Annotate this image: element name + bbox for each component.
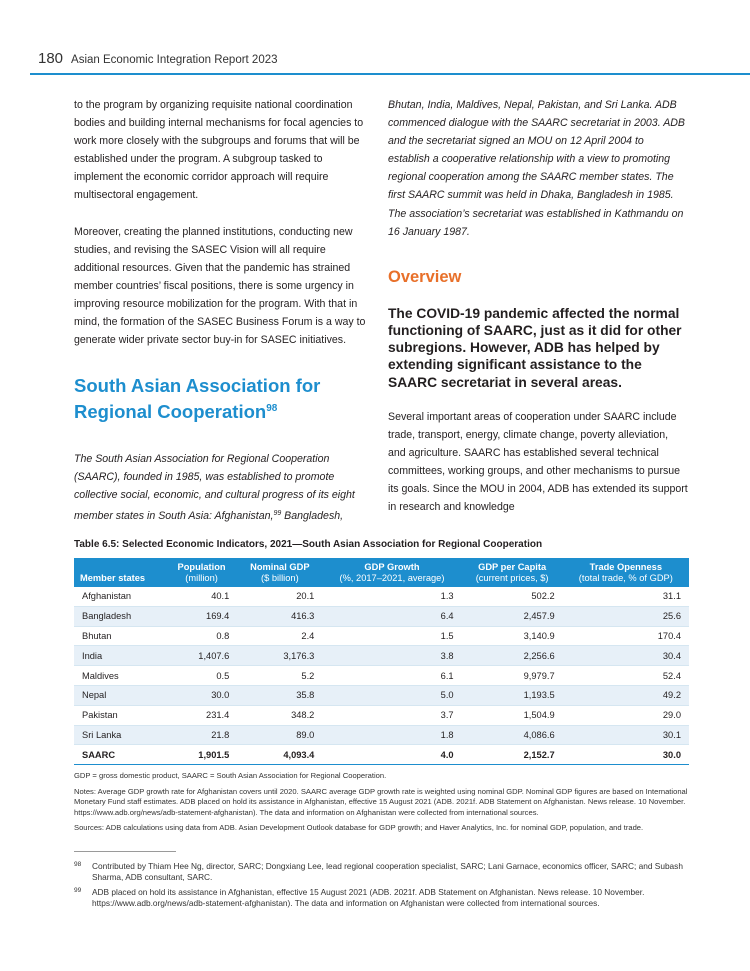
table-row: Nepal 30.0 35.8 5.0 1,193.5 49.2: [74, 685, 689, 705]
table-row: Bangladesh 169.4 416.3 6.4 2,457.9 25.6: [74, 606, 689, 626]
left-column: [74, 96, 372, 525]
table-header-row: [74, 558, 689, 587]
footnote-ref[interactable]: 98: [266, 402, 278, 414]
col-header-trade-openness: Trade Openness (total trade, % of GDP): [563, 558, 689, 587]
footnote-text: Contributed by Thiam Hee Ng, director, SARC; Dongxiang Lee, lead regional cooperation specialist, SARC; Lani Garnace, economics officer, SARC; and Subash Sharma, ADB consultant, SARC.: [92, 861, 683, 882]
table-row: India 1,407.6 3,176.3 3.8 2,256.6 30.4: [74, 646, 689, 666]
right-column: [388, 96, 688, 516]
section-heading: South Asian Association for Regional Cooperation$^{98}$: [74, 375, 321, 422]
table-row: Sri Lanka 21.8 89.0 1.8 4,086.6 30.1: [74, 725, 689, 745]
running-header: [38, 50, 278, 67]
indicators-table: [74, 558, 689, 765]
overview-heading: Overview: [388, 267, 462, 286]
col-header-gdp-per-capita: GDP per Capita (current prices, $): [462, 558, 563, 587]
footnote-number: 98: [74, 861, 82, 868]
table-row: Maldives 0.5 5.2 6.1 9,979.7 52.4: [74, 666, 689, 686]
col-header-gdp-growth: GDP Growth (%, 2017–2021, average): [322, 558, 461, 587]
body-paragraph: Moreover, creating the planned institutions, conducting new studies, and revising the SASEC Vision will all require additional resources. Given that the pandemic has strained member countries’ fiscal positions, there is some urgency in improving resource mobilization for the program. With that in mind, the formation of the SASEC Business Forum is a way to generate wider private sector buy-in for SASEC initiatives.: [74, 225, 366, 347]
footnote-text: ADB placed on hold its assistance in Afghanistan, effective 15 August 2021 (ADB. 2021f. ADB Statement on Afghanistan. News release. 10 November. https://www.adb.org/news/adb-statement-afghanistan). The data and information on Afghanistan were collected from international sources.: [92, 887, 645, 908]
footnote-rule: [74, 851, 176, 852]
col-header-member-states: Member states: [74, 558, 166, 587]
sources-text: Sources: ADB calculations using data from ADB. Asian Development Outlook database for GDP growth; and Haver Analytics, Inc. for nominal GDP, population, and trade.: [74, 823, 644, 833]
footnote-ref[interactable]: 99: [273, 509, 282, 517]
report-title: Asian Economic Integration Report 2023: [71, 54, 278, 66]
table-title: Table 6.5: Selected Economic Indicators, 2021—South Asian Association for Regional Cooperation: [74, 539, 543, 550]
indicators-table-block: [74, 539, 689, 839]
footnote-number: 99: [74, 887, 82, 894]
table-row: Afghanistan 40.1 20.1 1.3 502.2 31.1: [74, 587, 689, 606]
body-paragraph: Several important areas of cooperation under SAARC include trade, transport, energy, climate change, poverty alleviation, and agriculture. SAARC has established several technical committees, working groups, and other mechanisms to pursue its goals. Since the MOU in 2004, ADB has extended its support in research and knowledge: [388, 410, 688, 514]
page-number: 180: [38, 50, 64, 67]
notes-text: Notes: Average GDP growth rate for Afghanistan covers until 2020. SAARC average GDP growth rate is weighted using nominal GDP. Nominal GDP figures are based on International Monetary Fund staff estimates. ADB placed on hold its assistance in Afghanistan, effective 15 August 2021 (ADB. 2021f. ADB Statement on Afghanistan. News release. 10 November. https://www.adb.org/news/adb-statement-afghanistan). The data and information on Afghanistan were collected from international sources.: [74, 786, 688, 817]
lead-paragraph: The COVID-19 pandemic affected the normal functioning of SAARC, just as it did for other subregions. However, ADB has helped by extending significant assistance to the SAARC secretariat in several areas.: [388, 305, 682, 390]
table-row: Bhutan 0.8 2.4 1.5 3,140.9 170.4: [74, 626, 689, 646]
intro-continuation: Bhutan, India, Maldives, Nepal, Pakistan, and Sri Lanka. ADB commenced dialogue with the SAARC secretariat in 2003. ADB and the secretariat signed an MOU on 12 April 2004 to establish a cooperative relationship with a view to promoting regional cooperation among the SAARC member states. The first SAARC summit was held in Dhaka, Bangladesh in 1985. The association’s secretariat was established in Kathmandu on 16 January 1987.: [388, 99, 685, 238]
header-rule: [30, 73, 750, 75]
col-header-population: Population (million): [166, 558, 237, 587]
table-row: Pakistan 231.4 348.2 3.7 1,504.9 29.0: [74, 705, 689, 725]
body-paragraph: to the program by organizing requisite national coordination bodies and building internal mechanisms for focal agencies to work more closely with the subgroups and forums that will be established under the program. A subgroup tasked to implement the economic corridor approach will require multisectoral engagement.: [74, 99, 364, 202]
col-header-nominal-gdp: Nominal GDP ($ billion): [237, 558, 322, 587]
footnote: [74, 887, 689, 909]
abbreviation-note: GDP = gross domestic product, SAARC = South Asian Association for Regional Cooperation.: [74, 771, 387, 781]
table-total-row: SAARC 1,901.5 4,093.4 4.0 2,152.7 30.0: [74, 745, 689, 765]
footnote: [74, 861, 689, 883]
intro-paragraph: The South Asian Association for Regional Cooperation (SAARC), founded in 1985, was established to promote collective social, economic, and cultural progress of its eight member states in South Asia: Afghanistan,$^{99}$ Bangladesh,: [74, 453, 355, 522]
table-notes: [74, 771, 689, 834]
